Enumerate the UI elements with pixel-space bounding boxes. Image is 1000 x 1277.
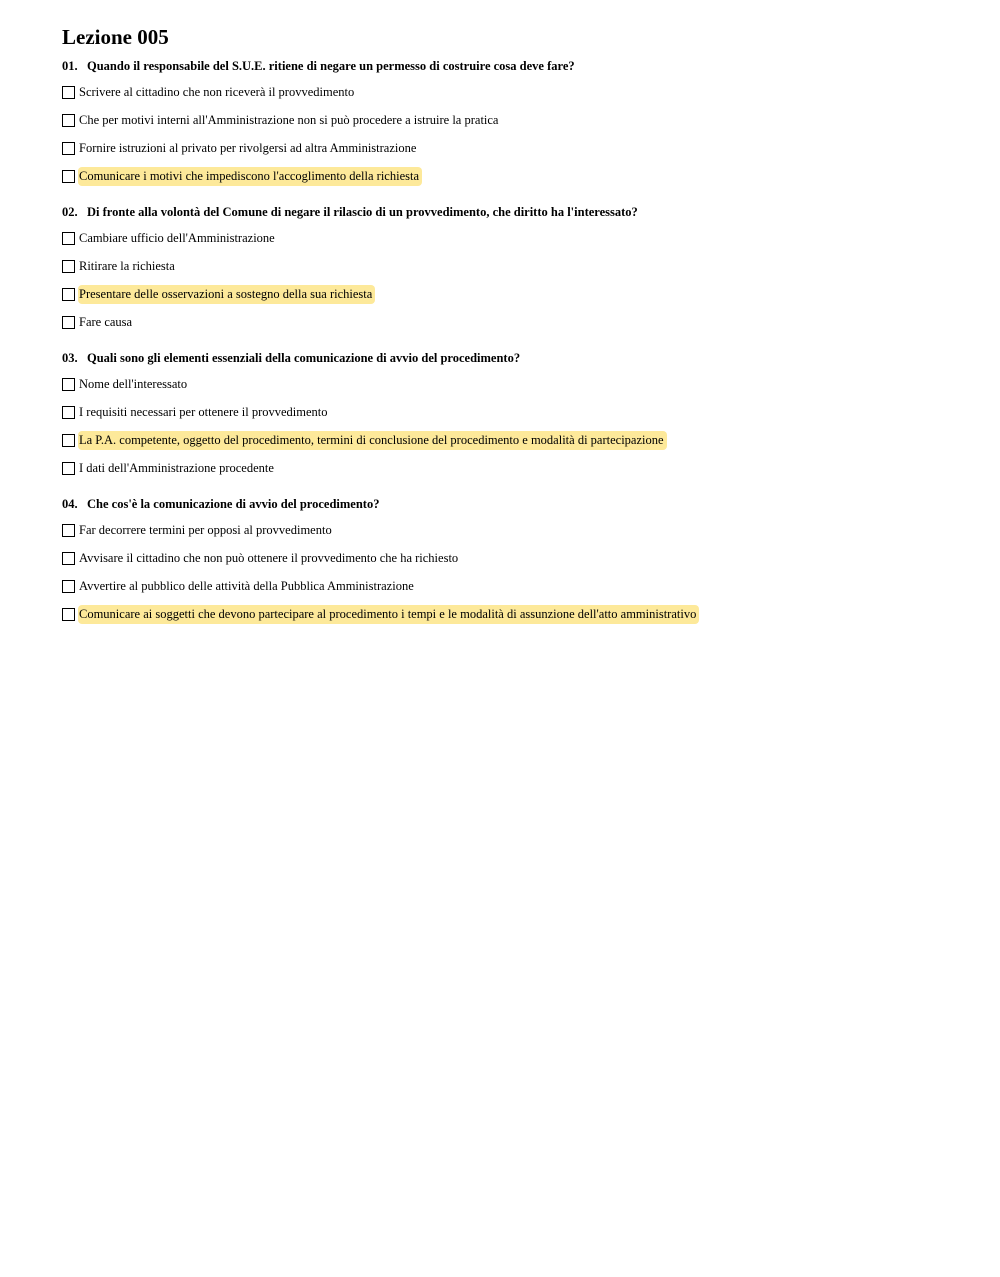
answer-option[interactable]	[62, 313, 962, 332]
checkbox[interactable]	[62, 316, 75, 329]
question-1	[62, 58, 962, 186]
lesson-title: Lezione 005	[62, 25, 169, 49]
checkbox[interactable]	[62, 260, 75, 273]
answer-option[interactable]	[62, 285, 962, 304]
checkbox[interactable]	[62, 114, 75, 127]
answer-label: I requisiti necessari per ottenere il provvedimento	[79, 405, 328, 419]
question-number: 02.	[62, 205, 78, 219]
question-4	[62, 496, 962, 624]
question-2	[62, 204, 962, 332]
answer-option[interactable]	[62, 431, 962, 450]
answer-option[interactable]	[62, 83, 962, 102]
answer-label: Far decorrere termini per opposi al provvedimento	[79, 523, 332, 537]
answer-option[interactable]	[62, 549, 962, 568]
checkbox[interactable]	[62, 288, 75, 301]
answer-label: Comunicare ai soggetti che devono partecipare al procedimento i tempi e le modalità di assunzione dell'atto amministrativo	[78, 605, 699, 624]
answer-option[interactable]	[62, 521, 962, 540]
question-label: Quali sono gli elementi essenziali della comunicazione di avvio del procedimento?	[87, 351, 521, 365]
checkbox[interactable]	[62, 608, 75, 621]
question-number: 01.	[62, 59, 78, 73]
answer-label: Avvertire al pubblico delle attività della Pubblica Amministrazione	[79, 579, 414, 593]
checkbox[interactable]	[62, 142, 75, 155]
checkbox[interactable]	[62, 406, 75, 419]
checkbox[interactable]	[62, 170, 75, 183]
answer-label: Fare causa	[79, 315, 133, 329]
answer-label: Nome dell'interessato	[79, 377, 188, 391]
checkbox[interactable]	[62, 552, 75, 565]
question-text	[62, 204, 962, 220]
checkbox[interactable]	[62, 86, 75, 99]
answer-option[interactable]	[62, 139, 962, 158]
answer-label: La P.A. competente, oggetto del procedimento, termini di conclusione del procedimento e modalità di partecipazione	[78, 431, 667, 450]
question-label: Che cos'è la comunicazione di avvio del procedimento?	[87, 497, 380, 511]
answer-label: I dati dell'Amministrazione procedente	[79, 461, 274, 475]
question-text	[62, 58, 962, 74]
checkbox[interactable]	[62, 232, 75, 245]
checkbox[interactable]	[62, 378, 75, 391]
question-text	[62, 496, 962, 512]
answer-option[interactable]	[62, 375, 962, 394]
answer-label: Ritirare la richiesta	[79, 259, 175, 273]
answer-option[interactable]	[62, 577, 962, 596]
answer-label: Cambiare ufficio dell'Amministrazione	[79, 231, 275, 245]
answer-label: Presentare delle osservazioni a sostegno della sua richiesta	[78, 285, 375, 304]
question-number: 04.	[62, 497, 78, 511]
answer-label: Che per motivi interni all'Amministrazione non si può procedere a istruire la pratica	[79, 113, 499, 127]
answer-label: Avvisare il cittadino che non può ottenere il provvedimento che ha richiesto	[79, 551, 459, 565]
answer-option[interactable]	[62, 167, 962, 186]
answer-option[interactable]	[62, 605, 962, 624]
checkbox[interactable]	[62, 580, 75, 593]
answer-option[interactable]	[62, 459, 962, 478]
answer-option[interactable]	[62, 257, 962, 276]
question-3	[62, 350, 962, 478]
question-number: 03.	[62, 351, 78, 365]
question-label: Di fronte alla volontà del Comune di negare il rilascio di un provvedimento, che diritto ha l'interessato?	[87, 205, 638, 219]
checkbox[interactable]	[62, 524, 75, 537]
answer-label: Scrivere al cittadino che non riceverà il provvedimento	[79, 85, 355, 99]
answer-option[interactable]	[62, 229, 962, 248]
answer-label: Fornire istruzioni al privato per rivolgersi ad altra Amministrazione	[79, 141, 417, 155]
quiz-page	[62, 24, 962, 642]
checkbox[interactable]	[62, 434, 75, 447]
answer-option[interactable]	[62, 403, 962, 422]
checkbox[interactable]	[62, 462, 75, 475]
answer-option[interactable]	[62, 111, 962, 130]
question-text	[62, 350, 962, 366]
question-label: Quando il responsabile del S.U.E. ritiene di negare un permesso di costruire cosa deve fare?	[87, 59, 575, 73]
answer-label: Comunicare i motivi che impediscono l'accoglimento della richiesta	[78, 167, 422, 186]
